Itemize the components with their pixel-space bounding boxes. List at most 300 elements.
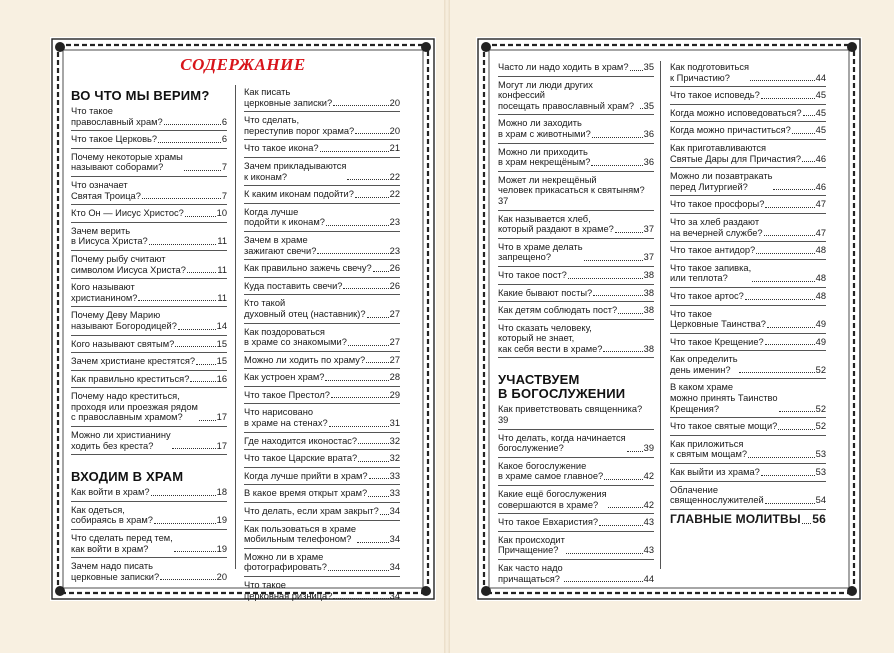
- toc-entry[interactable]: [71, 282, 227, 307]
- entry-title: Как приготавливаются Святые Дары для Причастия?: [670, 142, 802, 164]
- entry-title: В какое время открыт храм?: [244, 488, 368, 499]
- dot-leader: [627, 451, 643, 452]
- page-number: 34: [389, 562, 400, 573]
- dot-leader: [640, 108, 643, 109]
- toc-entry[interactable]: [244, 552, 400, 577]
- page-number: 34: [389, 534, 400, 545]
- section-heading: УЧАСТВУЕМ В БОГОСЛУЖЕНИИ: [498, 372, 626, 402]
- page-number: 38: [643, 269, 654, 280]
- dot-leader: [761, 98, 815, 99]
- dot-leader: [172, 448, 216, 449]
- dot-leader: [174, 551, 216, 552]
- dot-leader: [765, 503, 815, 504]
- page-number: 11: [217, 236, 227, 247]
- entry-title: Как поздороваться в храме со знакомыми?: [244, 326, 347, 348]
- page-number: 39: [643, 443, 654, 454]
- entry-title: Что сказать человеку, который не знает, как себя вести в храме?: [498, 322, 603, 354]
- entry-title: ГЛАВНЫЕ МОЛИТВЫ: [670, 511, 801, 526]
- dot-leader: [778, 429, 814, 430]
- page-number: 15: [216, 338, 227, 349]
- page-number: 23: [389, 245, 400, 256]
- toc-entry[interactable]: [498, 175, 654, 211]
- entry-title: Могут ли люди других конфессий посещать православный храм?: [498, 79, 635, 111]
- toc-entry[interactable]: [71, 430, 227, 455]
- entry-title: Что означает Святая Троица?: [71, 179, 141, 201]
- dot-leader: [761, 475, 815, 476]
- toc-entry[interactable]: [71, 339, 227, 354]
- entry-title: Зачем верить в Иисуса Христа?: [71, 225, 148, 247]
- dot-leader: [369, 478, 389, 479]
- entry-title: Зачем прикладываются к иконам?: [244, 160, 347, 182]
- toc-entry[interactable]: [670, 263, 826, 288]
- dot-leader: [184, 170, 221, 171]
- toc-entry[interactable]: [498, 305, 654, 320]
- page-number: 31: [389, 418, 400, 429]
- entry-title: Облачение священнослужителей: [670, 484, 764, 506]
- entry-title: Что такое святые мощи?: [670, 421, 778, 432]
- entry-title: Куда поставить свечи?: [244, 280, 343, 291]
- toc-entry[interactable]: [244, 436, 400, 451]
- toc-entry[interactable]: [71, 533, 227, 558]
- toc-entry[interactable]: [244, 453, 400, 468]
- page-number: 11: [217, 292, 227, 303]
- entry-title: К каким иконам подойти?: [244, 189, 354, 200]
- page-number: 15: [216, 356, 227, 367]
- page-number: 16: [216, 373, 227, 384]
- entry-title: Почему надо креститься, проходя или проезжая рядом с православным храмом?: [71, 391, 198, 423]
- entry-title: Как пользоваться в храме мобильным телефоном?: [244, 523, 357, 545]
- toc-entry[interactable]: [244, 263, 400, 278]
- dot-leader: [615, 232, 643, 233]
- page-number: 37: [643, 224, 654, 235]
- entry-title: Что такое икона?: [244, 143, 319, 154]
- entry-title: Как происходит Причащение?: [498, 534, 565, 556]
- entry-title: Можно ли приходить в храм некрещёным?: [498, 146, 591, 168]
- toc-entry[interactable]: [498, 270, 654, 285]
- entry-title: Как определить день именин?: [670, 354, 738, 375]
- entry-title: Что в храме делать запрещено?: [498, 241, 583, 263]
- toc-entry[interactable]: [244, 143, 400, 158]
- toc-entry[interactable]: [71, 561, 227, 585]
- toc-entry[interactable]: [498, 461, 654, 486]
- toc-entry[interactable]: [670, 337, 826, 352]
- entry-title: Зачем христиане крестятся?: [71, 356, 196, 367]
- entry-title: Что за хлеб раздают на вечерней службе?: [670, 216, 763, 238]
- toc-entry[interactable]: [498, 288, 654, 303]
- dot-leader: [765, 344, 815, 345]
- page-number: 11: [217, 264, 227, 275]
- entry-title: Как войти в храм?: [71, 487, 150, 498]
- entry-title: Кого называют святым?: [71, 338, 175, 349]
- toc-entry[interactable]: [71, 487, 227, 502]
- toc-entry[interactable]: [670, 467, 826, 482]
- page-number: 38: [643, 287, 654, 298]
- toc-column-4: [670, 62, 826, 532]
- toc-entry[interactable]: [244, 161, 400, 186]
- entry-title: Зачем в храме зажигают свечи?: [244, 234, 317, 256]
- section-heading: ВХОДИМ В ХРАМ: [71, 469, 184, 485]
- dot-leader: [329, 426, 389, 427]
- toc-entry[interactable]: [670, 217, 826, 242]
- entry-title: Как правильно креститься?: [71, 373, 190, 384]
- page-number: 23: [389, 217, 400, 228]
- toc-column-3: [498, 62, 654, 590]
- entry-title: Что такое запивка, или теплота?: [670, 262, 752, 284]
- dot-leader: [196, 364, 216, 365]
- page-number: 47: [815, 227, 826, 238]
- entry-title: Часто ли надо ходить в храм?: [498, 62, 629, 72]
- dot-leader: [568, 278, 643, 279]
- toc-entry[interactable]: [71, 356, 227, 371]
- entry-title: Как правильно зажечь свечу?: [244, 263, 372, 274]
- entry-title: Какие ещё богослужения совершаются в храме?: [498, 489, 607, 510]
- dot-leader: [333, 105, 389, 106]
- toc-entry[interactable]: [670, 125, 826, 140]
- page-number: 54: [815, 495, 826, 506]
- entry-title: Как часто надо причащаться?: [498, 563, 563, 584]
- entry-title: Что такое Престол?: [244, 389, 330, 400]
- toc-entry[interactable]: [498, 323, 654, 359]
- page-number: 26: [389, 280, 400, 291]
- toc-entry[interactable]: [244, 488, 400, 503]
- dot-leader: [802, 523, 811, 524]
- dot-leader: [199, 420, 216, 421]
- page-number: 22: [389, 171, 400, 182]
- page-number: 22: [389, 189, 400, 200]
- entry-title: Зачем надо писать церковные записки?: [71, 561, 160, 582]
- page-number: 46: [815, 181, 826, 192]
- page-number: 18: [216, 487, 227, 498]
- entry-title: Что такое Евхаристия?: [498, 517, 599, 528]
- toc-entry[interactable]: [498, 489, 654, 514]
- toc-entry[interactable]: [498, 147, 654, 172]
- toc-entry[interactable]: [71, 180, 227, 205]
- entry-title: Где находится иконостас?: [244, 435, 358, 446]
- toc-entry[interactable]: [670, 245, 826, 260]
- toc-entry[interactable]: [244, 235, 400, 260]
- toc-entry[interactable]: [498, 242, 654, 267]
- toc-entry[interactable]: [71, 374, 227, 389]
- dot-leader: [803, 115, 815, 116]
- entry-title: Что делать, когда начинается богослужение?: [498, 432, 626, 454]
- entry-title: Что сделать, переступив порог храма?: [244, 115, 355, 136]
- page-number: 33: [389, 470, 400, 481]
- page-number: 28: [389, 372, 400, 383]
- page-number: 17: [216, 440, 227, 451]
- page-number: 7: [221, 190, 227, 201]
- toc-entry[interactable]: [71, 134, 227, 149]
- entry-title: Можно ли заходить в храм с животными?: [498, 118, 591, 139]
- toc-entry[interactable]: [244, 390, 400, 405]
- page-number: 36: [643, 157, 654, 168]
- page-number: 7: [221, 162, 227, 173]
- page-number: 35: [643, 62, 654, 72]
- dot-leader: [154, 523, 216, 524]
- entry-title: Как подготовиться к Причастию?: [670, 62, 750, 83]
- toc-column-2: [244, 87, 400, 607]
- toc-entry[interactable]: [244, 407, 400, 432]
- dot-leader: [773, 189, 814, 190]
- toc-entry[interactable]: [71, 152, 227, 177]
- entry-title: Почему Деву Марию называют Богородицей?: [71, 310, 177, 331]
- page-number: 27: [389, 308, 400, 319]
- toc-entry[interactable]: [670, 513, 826, 529]
- dot-leader: [380, 514, 389, 515]
- dot-leader: [591, 165, 642, 166]
- toc-entry[interactable]: [498, 118, 654, 143]
- toc-entry[interactable]: [244, 372, 400, 387]
- toc-entry[interactable]: [670, 291, 826, 306]
- page-number: 44: [815, 72, 826, 83]
- dot-leader: [604, 479, 642, 480]
- toc-entry[interactable]: [670, 382, 826, 418]
- entry-title: Что нарисовано в храме на стенах?: [244, 407, 328, 429]
- dot-leader: [343, 288, 388, 289]
- entry-title: Что такое православный храм?: [71, 106, 163, 127]
- toc-entry[interactable]: [244, 87, 400, 112]
- page-number: 47: [815, 199, 826, 210]
- page-number: 53: [815, 449, 826, 460]
- entry-title: Кто такой духовный отец (наставник)?: [244, 298, 366, 319]
- dot-leader: [160, 579, 216, 580]
- entry-title: Как одеться, собираясь в храм?: [71, 504, 153, 526]
- dot-leader: [792, 133, 815, 134]
- entry-title: Что делать, если храм закрыт?: [244, 506, 379, 517]
- page-number: 29: [389, 389, 400, 400]
- page-number: 37: [643, 252, 654, 263]
- entry-title: Что сделать перед тем, как войти в храм?: [71, 533, 173, 554]
- toc-entry[interactable]: [498, 62, 654, 77]
- entry-title: Можно ли христианину ходить без креста?: [71, 430, 171, 451]
- entry-title: Когда можно причаститься?: [670, 125, 791, 136]
- page-number: 52: [815, 403, 826, 414]
- toc-entry[interactable]: [498, 563, 654, 587]
- dot-leader: [764, 235, 815, 236]
- dot-leader: [564, 581, 643, 582]
- dot-leader: [367, 317, 389, 318]
- entry-title: Как называется хлеб, который раздают в храме?: [498, 213, 614, 235]
- toc-entry[interactable]: [244, 471, 400, 486]
- dot-leader: [368, 496, 389, 497]
- dot-leader: [320, 151, 389, 152]
- dot-leader: [748, 457, 815, 458]
- toc-entry[interactable]: [244, 580, 400, 604]
- page-number: 17: [216, 412, 227, 423]
- entry-title: Когда лучше прийти в храм?: [244, 470, 368, 481]
- contents-heading: СОДЕРЖАНИЕ: [180, 55, 306, 74]
- page-number: 20: [389, 97, 400, 108]
- dot-leader: [366, 362, 389, 363]
- dot-leader: [331, 397, 389, 398]
- toc-entry[interactable]: [244, 524, 400, 549]
- page-number: 34: [389, 590, 400, 601]
- page-number: 48: [815, 273, 826, 284]
- page-number: 27: [389, 337, 400, 348]
- dot-leader: [593, 295, 642, 296]
- dot-leader: [355, 197, 389, 198]
- dot-leader: [347, 179, 388, 180]
- entry-title: Когда можно исповедоваться?: [670, 107, 802, 118]
- entry-title: Как выйти из храма?: [670, 467, 760, 478]
- entry-title: Кто Он — Иисус Христос?: [71, 208, 184, 219]
- page-number: 42: [643, 499, 654, 510]
- dot-leader: [325, 380, 388, 381]
- page-number: 38: [643, 343, 654, 354]
- entry-title: Можно ли ходить по храму?: [244, 354, 366, 365]
- page-number: 44: [643, 573, 654, 584]
- toc-entry[interactable]: [244, 506, 400, 521]
- page-number: 21: [389, 143, 400, 154]
- entry-title: Можно ли позавтракать перед Литургией?: [670, 171, 773, 192]
- page-number: 45: [815, 107, 826, 118]
- left-page-frame: [50, 37, 436, 601]
- dot-leader: [603, 351, 642, 352]
- page-number: 14: [216, 320, 227, 331]
- toc-entry[interactable]: [71, 391, 227, 427]
- entry-title: В каком храме можно принять Таинство Крещения?: [670, 382, 778, 414]
- toc-entry[interactable]: [244, 189, 400, 204]
- dot-leader: [373, 271, 389, 272]
- page-number: 6: [221, 134, 227, 145]
- dot-leader: [333, 598, 388, 599]
- dot-leader: [358, 443, 389, 444]
- entry-title: Что такое просфоры?: [670, 199, 765, 210]
- page-number: 32: [389, 453, 400, 464]
- page-number: 6: [221, 116, 227, 127]
- dot-leader: [756, 253, 814, 254]
- dot-leader: [599, 525, 643, 526]
- toc-entry[interactable]: [71, 505, 227, 530]
- toc-entry[interactable]: [670, 143, 826, 168]
- toc-entry[interactable]: [670, 199, 826, 214]
- page-number: 42: [643, 471, 654, 482]
- dot-leader: [178, 329, 216, 330]
- dot-leader: [164, 124, 221, 125]
- dot-leader: [187, 272, 216, 273]
- column-divider: [660, 61, 661, 569]
- toc-entry[interactable]: [71, 106, 227, 131]
- book-gutter: [444, 0, 450, 653]
- toc-entry[interactable]: [244, 207, 400, 232]
- toc-entry[interactable]: [71, 226, 227, 251]
- page-number: 45: [815, 125, 826, 136]
- dot-leader: [584, 260, 643, 261]
- entry-title: Что такое пост?: [498, 269, 567, 280]
- dot-leader: [630, 70, 643, 71]
- toc-entry[interactable]: [498, 535, 654, 560]
- dot-leader: [149, 244, 217, 245]
- toc-entry[interactable]: [670, 108, 826, 123]
- toc-entry[interactable]: [71, 310, 227, 335]
- toc-entry[interactable]: [670, 485, 826, 510]
- dot-leader: [750, 80, 815, 81]
- toc-entry[interactable]: [498, 404, 654, 429]
- toc-entry[interactable]: [244, 115, 400, 140]
- page-number: 45: [815, 90, 826, 101]
- toc-entry[interactable]: [71, 254, 227, 279]
- page-number: 36: [643, 128, 654, 139]
- toc-entry[interactable]: [670, 354, 826, 379]
- page-number: 35: [643, 100, 654, 111]
- page-number: 20: [389, 125, 400, 136]
- page-number: 52: [815, 421, 826, 432]
- dot-leader: [592, 137, 643, 138]
- toc-entry[interactable]: [244, 298, 400, 323]
- entry-title: Что такое церковная ризница?: [244, 580, 333, 601]
- toc-entry[interactable]: [498, 80, 654, 116]
- page-number: 20: [216, 571, 227, 582]
- entry-title: Как детям соблюдать пост?: [498, 305, 618, 316]
- dot-leader: [328, 570, 389, 571]
- column-divider: [235, 85, 236, 569]
- dot-leader: [326, 225, 389, 226]
- dot-leader: [765, 207, 814, 208]
- entry-title: Как писать церковные записки?: [244, 87, 333, 108]
- entry-title: Что такое Церковь?: [71, 134, 158, 145]
- toc-entry[interactable]: [498, 214, 654, 239]
- toc-entry[interactable]: [670, 62, 826, 87]
- dot-leader: [142, 198, 221, 199]
- page-number: 32: [389, 435, 400, 446]
- section-heading: ВО ЧТО МЫ ВЕРИМ?: [71, 88, 210, 103]
- toc-entry[interactable]: [670, 309, 826, 334]
- page-number: 27: [389, 354, 400, 365]
- dot-leader: [138, 300, 216, 301]
- toc-entry[interactable]: [498, 433, 654, 458]
- dot-leader: [190, 381, 215, 382]
- entry-title: Какое богослужение в храме самое главное?: [498, 460, 604, 482]
- toc-entry[interactable]: [244, 281, 400, 296]
- dot-leader: [739, 372, 815, 373]
- page-number: 43: [643, 545, 654, 556]
- toc-entry[interactable]: [670, 439, 826, 464]
- page-number: 19: [216, 515, 227, 526]
- page-number: 38: [643, 305, 654, 316]
- entry-title: Что такое исповедь?: [670, 90, 760, 101]
- dot-leader: [158, 142, 221, 143]
- dot-leader: [779, 411, 815, 412]
- page-number: 46: [815, 153, 826, 164]
- page-number: 56: [812, 511, 826, 526]
- page-number: 19: [216, 543, 227, 554]
- toc-entry[interactable]: [244, 327, 400, 352]
- dot-leader: [752, 281, 815, 282]
- page-number: 52: [815, 364, 826, 375]
- page-number: 49: [815, 319, 826, 330]
- toc-entry[interactable]: [498, 517, 654, 532]
- page-number: 49: [815, 336, 826, 347]
- dot-leader: [618, 313, 642, 314]
- dot-leader: [317, 253, 388, 254]
- entry-title: Какие бывают посты?: [498, 287, 593, 298]
- entry-title: Может ли некрещёный человек прикасаться к святыням? 37: [498, 174, 645, 206]
- toc-entry[interactable]: [244, 355, 400, 370]
- entry-title: Можно ли в храме фотографировать?: [244, 551, 327, 573]
- toc-entry[interactable]: [670, 421, 826, 436]
- dot-leader: [357, 542, 389, 543]
- entry-title: Что такое Церковные Таинства?: [670, 308, 766, 330]
- page-number: 53: [815, 467, 826, 478]
- entry-title: Кого называют христианином?: [71, 282, 138, 303]
- toc-entry[interactable]: [71, 208, 227, 223]
- dot-leader: [802, 161, 815, 162]
- entry-title: Как приложиться к святым мощам?: [670, 438, 748, 460]
- dot-leader: [151, 495, 216, 496]
- toc-column-1: [71, 89, 227, 588]
- toc-entry[interactable]: [670, 171, 826, 196]
- dot-leader: [745, 299, 815, 300]
- toc-entry[interactable]: [670, 90, 826, 105]
